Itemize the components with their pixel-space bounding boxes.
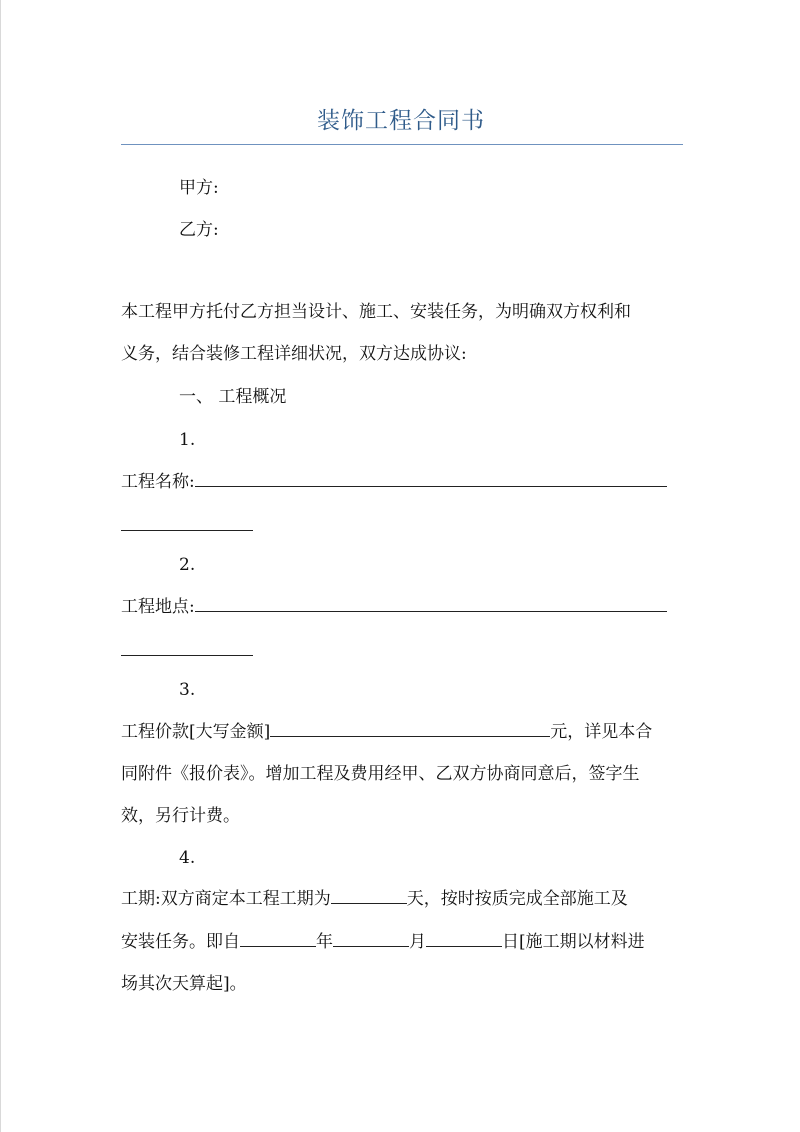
item-2-number: 2.	[179, 555, 196, 575]
item-3-line-3: 效，另行计费。	[121, 806, 240, 826]
project-location-label: 工程地点:	[121, 597, 195, 617]
item-4-number: 4.	[179, 848, 196, 868]
project-location-blank-continuation	[121, 655, 253, 656]
party-b-label: 乙方:	[179, 220, 219, 240]
item-2-row	[121, 593, 681, 621]
project-name-blank	[195, 468, 667, 487]
project-name-label: 工程名称:	[121, 472, 195, 492]
item-3-line-2: 同附件《报价表》。增加工程及费用经甲、乙双方协商同意后，签字生	[121, 764, 640, 784]
intro-line-1: 本工程甲方托付乙方担当设计、施工、安装任务，为明确双方权利和	[121, 302, 631, 322]
item-4-row-1	[121, 885, 681, 913]
item-3-row	[121, 718, 681, 746]
project-name-blank-continuation	[121, 530, 253, 531]
section-1-heading: 一、 工程概况	[179, 387, 287, 407]
document-title: 装饰工程合同书	[317, 108, 485, 134]
start-year-blank	[240, 928, 316, 947]
item-3-number: 3.	[179, 680, 196, 700]
contract-price-suffix: 元，详见本合	[550, 722, 653, 742]
start-day-blank	[426, 928, 502, 947]
start-month-blank	[333, 928, 409, 947]
item-1-number: 1.	[179, 430, 196, 450]
item-4-row-2	[121, 928, 681, 956]
party-a-label: 甲方:	[179, 178, 219, 198]
duration-suffix: 天，按时按质完成全部施工及	[406, 889, 628, 909]
title-underline	[121, 144, 683, 145]
item-1-row	[121, 468, 681, 496]
year-label: 年	[316, 932, 333, 952]
contract-price-blank	[270, 718, 550, 737]
day-label-and-note: 日[施工期以材料进	[502, 932, 645, 952]
duration-days-blank	[331, 885, 407, 904]
project-location-blank	[195, 593, 667, 612]
month-label: 月	[409, 932, 426, 952]
contract-price-label: 工程价款[大写金额]	[121, 722, 271, 742]
duration-label: 工期:双方商定本工程工期为	[121, 889, 331, 909]
item-4-row-3: 场其次天算起]。	[121, 974, 247, 994]
intro-line-2: 义务，结合装修工程详细状况，双方达成协议:	[121, 344, 467, 364]
start-date-label: 安装任务。即自	[121, 932, 240, 952]
